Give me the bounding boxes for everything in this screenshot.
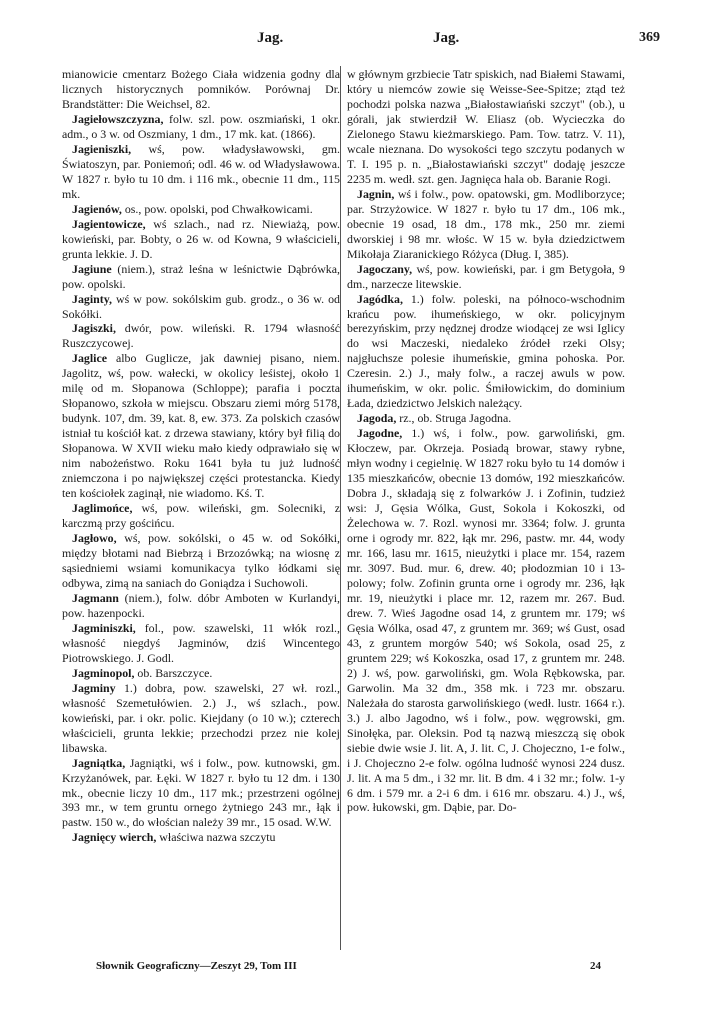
entry-headword: Jagminy <box>72 680 116 695</box>
entry-text: 1.) wś, i folw., pow. garwoliński, gm. Kłoczew, par. Okrzeja. Posiadą browar, stawy rybne, młyn wodny i cegielnię. W 1827 roku było tu 14 domów i 135 mieszkańców, obecnie 13 domów, 192 mieszkańców. Dobra J., składają się z folwarków J. i Zofinin, tudzież wsi: J, Gęsia Wólka, Gust, Sokola i Kokoszki, od Żelechowa w. 7. Rozl. wynosi mr. 3364; folw. J. grunta orne i ogrody mr. 822, łąk mr. 296, pastw. mr. 44, wody mr. 166, lasu mr. 1615, nieużytki i place mr. 154, razem mr. 3097. Bud. mur. 6, drew. 40; płodozmian 10 i 13-polowy; folw. Zofinin grunta orne i ogrody mr. 236, łąk mr. 19, nieużytki i place mr. 12, razem mr. 267. Bud. drew. 7. Wieś Jagodne osad 14, z gruntem mr. 179; wś Gęsia Wólka, osad 47, z gruntem mr. 369; wś Gust, osad 43, z gruntem morgów 540; wś Sokola, osad 25, z gruntem 229; wś Kokoszka, osad 17, z gruntem mr. 248. 2) J. wś, pow. garwoliński, gm. Wola Rębkowska, par. Garwolin. Ma 32 dm., 358 mk. i 723 mr. obszaru. Należała do starosta garwolińskiego (wedł. lustr. 1664 r.). 3.) J. albo Jagodno, wś i folw., pow. węgrowski, gm. Sinołęka, par. Oleksin. Pod tą nazwą mieszczą się obok siebie dwie wsie J. lit. A, J. lit. C, J. Chojeczno, 1-e folw., i J. Chojeczno 2-e folw. ogólna ludność wynosi 224 dusz. J. lit. A ma 5 dm., i 32 mr. lit. B dm. 4 i 32 mr.; folw. 1-y 6 dm. i 579 mr. a 2-i 6 dm. i 616 mr. obszaru. 4.) J., wś, pow. łukowski, gm. Dąbie, par. Do- <box>347 426 625 815</box>
dictionary-entry <box>347 411 625 426</box>
entry-text: albo Guglicze, jak dawniej pisano, niem. Jagolitz, wś, pow. wałecki, w okolicy leśistej, około 1 milę od m. Słopanowa (Schloppe); parafia i poczta Słopanowo, szkoła w miejscu. Obszaru ziemi mórg 5178, budynk. 107, dm. 39, kat. 8, ew. 373. Za polskich czasów istniał tu kościół kat. z drzewa stawiany, który był filią do Słopanowa. W XVII wieku mało kiedy odprawiało się w nim nabożeństwo. Roku 1641 była tu już ludność zniemczona i po największej części protestancka. Kiedy ten kościołek zaginął, nie wiadomo. Kś. T. <box>62 351 340 501</box>
entry-text: właściwa nazwa szczytu <box>156 830 276 845</box>
entry-text: dwór, pow. wileński. R. 1794 własność Ruszczycowej. <box>62 321 340 351</box>
entry-text: wś, pow. sokólski, o 45 w. od Sokółki, między błotami nad Biebrzą i Brzozówką; na wiosnę z sąsiedniemi wsiami komunikacya tylko łódkami się odbywa, zimą na saniach do Goniądza i Suchowoli. <box>62 531 340 590</box>
dictionary-entry <box>62 142 340 202</box>
dictionary-entry <box>62 621 340 666</box>
entry-headword: Jaglimońce, <box>72 501 133 516</box>
entry-text: fol., pow. szawelski, 11 włók rozl., własność niegdyś Jagminów, dziś Wincentego Piotrowskiego. J. Godl. <box>62 620 340 665</box>
entry-headword: Jagmann <box>72 590 119 605</box>
dictionary-entry <box>62 67 340 112</box>
dictionary-entry <box>62 591 340 621</box>
entry-headword: Jagiune <box>72 261 112 276</box>
entry-headword: Jagłowo, <box>72 531 117 546</box>
dictionary-entry <box>347 67 625 187</box>
entry-text: mianowicie cmentarz Bożego Ciała widzenia godny dla licznych historycznych pomników. Porównaj Dr. Brandstätter: Die Weichsel, 82. <box>62 67 340 111</box>
entry-headword: Jagodne, <box>357 426 403 441</box>
running-head-left: Jag. <box>257 30 284 46</box>
entry-text: folw. szl. pow. oszmiański, 1 okr. adm., o 3 w. od Oszmiany, 1 dm., 17 mk. kat. (1866). <box>62 111 340 141</box>
dictionary-entry <box>62 112 340 142</box>
entry-text: (niem.), straż leśna w leśnictwie Dąbrówka, pow. opolski. <box>62 261 340 291</box>
dictionary-entry <box>62 666 340 681</box>
left-column <box>62 67 340 949</box>
entry-text: (niem.), folw. dóbr Amboten w Kurlandyi, pow. hazenpocki. <box>62 590 340 620</box>
footer-signature-number: 24 <box>590 960 601 972</box>
entry-headword: Jaginty, <box>72 291 112 306</box>
entry-headword: Jagiszki, <box>72 321 116 336</box>
dictionary-entry <box>62 756 340 831</box>
right-column <box>347 67 625 949</box>
running-head-right: Jag. <box>433 30 460 46</box>
entry-headword: Jagnin, <box>357 186 395 201</box>
entry-headword: Jagienów, <box>72 201 122 216</box>
entry-text: rz., ob. Struga Jagodna. <box>396 411 512 426</box>
entry-headword: Jagieniszki, <box>72 141 132 156</box>
entry-headword: Jagnięcy wierch, <box>72 830 157 845</box>
dictionary-entry <box>347 292 625 412</box>
entry-text: w głównym grzbiecie Tatr spiskich, nad Białemi Stawami, który u niemców zowie się Weisse-See-Spitze; ztąd też pochodzi polska nazwa „Białostawiański szczyt" (ob.), u górali, jak stwierdził W. Eliasz (ob. Wycieczka do Zielonego Stawu kieżmarskiego. Pam. Tow. tatrz. V. 11), wcale nieznana. Do wysokości tego szczytu podanych w T. I. 195 p. n. „Białostawiański szczyt" dodaję jeszcze 2235 m. wedł. szt. gen. Jagnięca hala ob. Baranie Rogi. <box>347 67 625 186</box>
dictionary-entry <box>62 202 340 217</box>
dictionary-entry <box>62 531 340 591</box>
dictionary-entry <box>347 187 625 262</box>
entry-headword: Jagoda, <box>357 411 397 426</box>
dictionary-entry <box>347 262 625 292</box>
entry-headword: Jagódka, <box>357 291 403 306</box>
dictionary-entry <box>62 292 340 322</box>
entry-headword: Jagminiszki, <box>72 620 136 635</box>
entry-headword: Jagoczany, <box>357 261 413 276</box>
dictionary-entry <box>62 262 340 292</box>
dictionary-entry <box>62 321 340 351</box>
dictionary-entry <box>62 830 340 845</box>
entry-headword: Jagniątka, <box>72 755 126 770</box>
entry-text: wś, pow. władysławowski, gm. Światoszyn, par. Poniemoń; odl. 46 w. od Władysławowa. W 1827 r. było tu 10 dm. i 116 mk., obecnie 11 dm., 115 mk. <box>62 141 340 201</box>
dictionary-entry <box>62 681 340 756</box>
entry-text: Jagniątki, wś i folw., pow. kutnowski, gm. Krzyżanówek, par. Łęki. W 1827 r. było tu 12 dm. i 130 mk., obecnie liczy 10 dm., 117 mk.; przestrzeni ogólnej 393 mr., w tem gruntu ornego żytniego 243 mr., łąk i pastw. 150 w., do włościan należy 39 mr., 15 osad. W.W. <box>62 755 340 830</box>
column-divider <box>340 66 341 950</box>
dictionary-entry <box>62 351 340 501</box>
entry-text: wś, pow. kowieński, par. i gm Betygoła, 9 dm., narzecze litewskie. <box>347 261 625 291</box>
entry-text: 1.) folw. poleski, na północo-wschodnim krańcu pow. ihumeńskiego, w okr. policyjnym berezyńskim, przy nędznej drodze wiodącej ze wsi Iglicy do wsi Maczeski, niedaleko źródeł rzeki Olsy; najgłuchsze polesie ihumeńskie, gmina pohoska. Por. Czeresin. 2.) J., mały folw., a raczej awuls w pow. ihumeńskim, w okr. polic. Śmiłowickim, do dominium Łada, dziedzictwo Jelskich należący. <box>347 291 625 411</box>
entry-text: wś w pow. sokólskim gub. grodz., o 36 w. od Sokółki. <box>62 291 340 321</box>
page-header <box>60 30 660 54</box>
page-footer <box>96 960 616 980</box>
entry-text: 1.) dobra, pow. szawelski, 27 wł. rozl., własność Szemetułówien. 2.) J., wś szlach., pow. kowieński, par. i okr. polic. Kiejdany (o 10 w.); czterech właścicieli, grunta lekkie; przechodzi przez nie kolej libawska. <box>62 680 340 755</box>
entry-text: wś, pow. wileński, gm. Solecniki, z karczmą przy gościńcu. <box>62 501 340 531</box>
entry-text: wś szlach., nad rz. Niewiażą, pow. kowieński, par. Bobty, o 26 w. od Kowna, 9 właścicieli, grunta lekkie. J. D. <box>62 216 340 261</box>
entry-text: ob. Barszczyce. <box>134 665 213 680</box>
entry-text: os., pow. opolski, pod Chwałkowicami. <box>121 201 313 216</box>
footer-series-title: Słownik Geograficzny—Zeszyt 29, Tom III <box>96 960 297 972</box>
entry-headword: Jagminopol, <box>72 665 135 680</box>
entry-headword: Jaglice <box>72 351 107 366</box>
dictionary-entry <box>62 217 340 262</box>
entry-text: wś i folw., pow. opatowski, gm. Modliborzyce; par. Strzyżowice. W 1827 r. było tu 17 dm., 106 mk., obecnie 19 osad, 18 dm., 178 mk., 250 mr. ziemi dworskiej i 98 mr. włośc. W 15 w. była dziedzictwem Mikołaja Ziaranickiego Różyca (Dług. I, 385). <box>347 186 625 261</box>
dictionary-entry <box>347 426 625 815</box>
entry-headword: Jagiełowszczyzna, <box>72 111 164 126</box>
dictionary-entry <box>62 501 340 531</box>
entry-headword: Jagientowicze, <box>72 216 146 231</box>
page-number: 369 <box>639 30 660 45</box>
